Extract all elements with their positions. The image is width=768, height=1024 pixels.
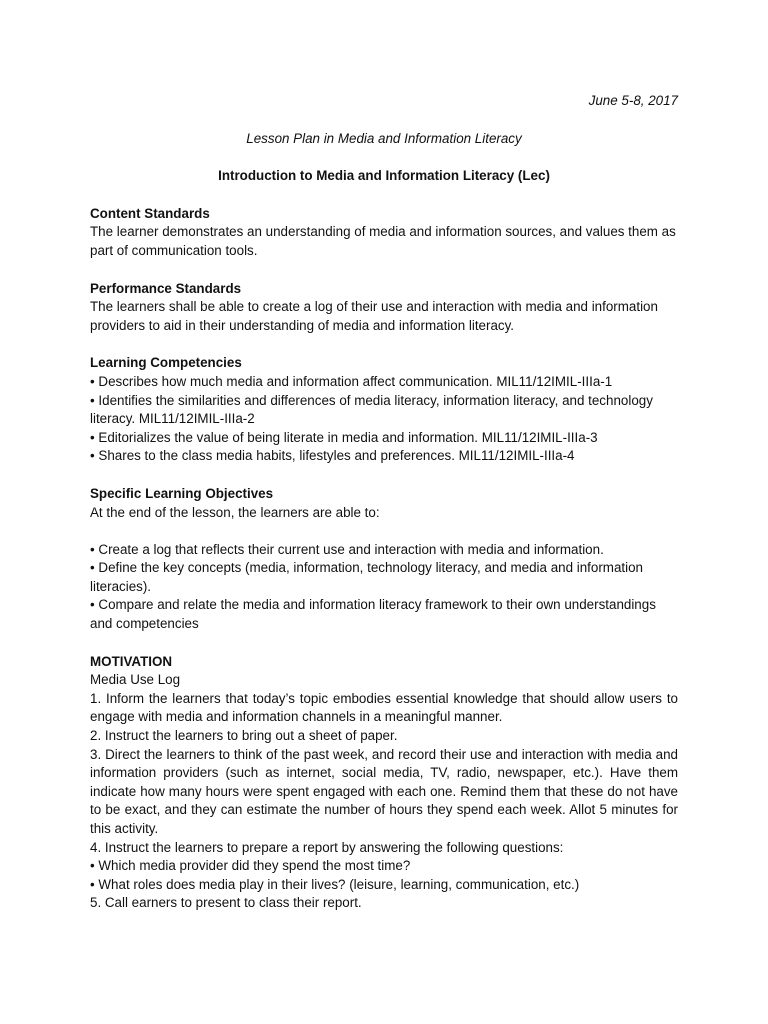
- plan-title: Lesson Plan in Media and Information Literacy: [246, 130, 522, 146]
- content-standards-heading: Content Standards: [90, 205, 210, 221]
- performance-standards-section: [90, 280, 678, 336]
- competency-item: • Describes how much media and information affect communication. MIL11/12IMIL-IIIa-1: [90, 373, 613, 389]
- motivation-subheading: Media Use Log: [90, 672, 181, 688]
- competency-item: • Editorializes the value of being literate in media and information. MIL11/12IMIL-IIIa-3: [90, 429, 598, 445]
- objective-item: • Define the key concepts (media, information, technology literacy, and media and information literacies).: [90, 560, 644, 594]
- motivation-step: 3. Direct the learners to think of the past week, and record their use and interaction with media and information providers (such as internet, social media, TV, radio, newspaper, etc.). Have them indicate how many hours were spent engaged with each one. Remind them that these do not have to be exact, and they can estimate the number of hours they spend each week. Allot 5 minutes for this activity.: [90, 746, 678, 836]
- motivation-step: 2. Instruct the learners to bring out a sheet of paper.: [90, 728, 398, 744]
- specific-objectives-intro: At the end of the lesson, the learners are able to:: [90, 504, 380, 520]
- content-standards-section: [90, 205, 678, 261]
- content-standards-text: The learner demonstrates an understanding of media and information sources, and values them as part of communication tools.: [90, 224, 676, 258]
- motivation-step: 1. Inform the learners that today’s topic embodies essential knowledge that should allow users to engage with media and information channels in a meaningful manner.: [90, 690, 678, 725]
- competency-item: • Identifies the similarities and differences of media literacy, information literacy, and technology literacy. MIL11/12IMIL-IIIa-2: [90, 392, 653, 427]
- learning-competencies-section: [90, 354, 678, 466]
- competency-item: • Shares to the class media habits, lifestyles and preferences. MIL11/12IMIL-IIIa-4: [90, 448, 575, 464]
- objective-item: • Create a log that reflects their current use and interaction with media and information.: [90, 541, 604, 557]
- document-body: [90, 92, 678, 932]
- lesson-title: Introduction to Media and Information Literacy (Lec): [218, 168, 550, 184]
- motivation-question: • What roles does media play in their lives? (leisure, learning, communication, etc.): [90, 876, 580, 892]
- motivation-section: [90, 653, 678, 913]
- specific-objectives-heading: Specific Learning Objectives: [90, 485, 274, 501]
- motivation-question: • Which media provider did they spend the most time?: [90, 858, 411, 874]
- objective-item: • Compare and relate the media and information literacy framework to their own understandings and competencies: [90, 597, 656, 632]
- blank-line: [90, 522, 678, 541]
- motivation-step: 5. Call earners to present to class their report.: [90, 895, 362, 911]
- motivation-heading: MOTIVATION: [90, 653, 173, 669]
- document-date: June 5-8, 2017: [588, 93, 678, 108]
- performance-standards-text: The learners shall be able to create a log of their use and interaction with media and information providers to aid in their understanding of media and information literacy.: [90, 299, 658, 333]
- learning-competencies-heading: Learning Competencies: [90, 355, 242, 371]
- performance-standards-heading: Performance Standards: [90, 280, 242, 296]
- specific-objectives-section: [90, 485, 678, 634]
- motivation-step: 4. Instruct the learners to prepare a report by answering the following questions:: [90, 839, 564, 855]
